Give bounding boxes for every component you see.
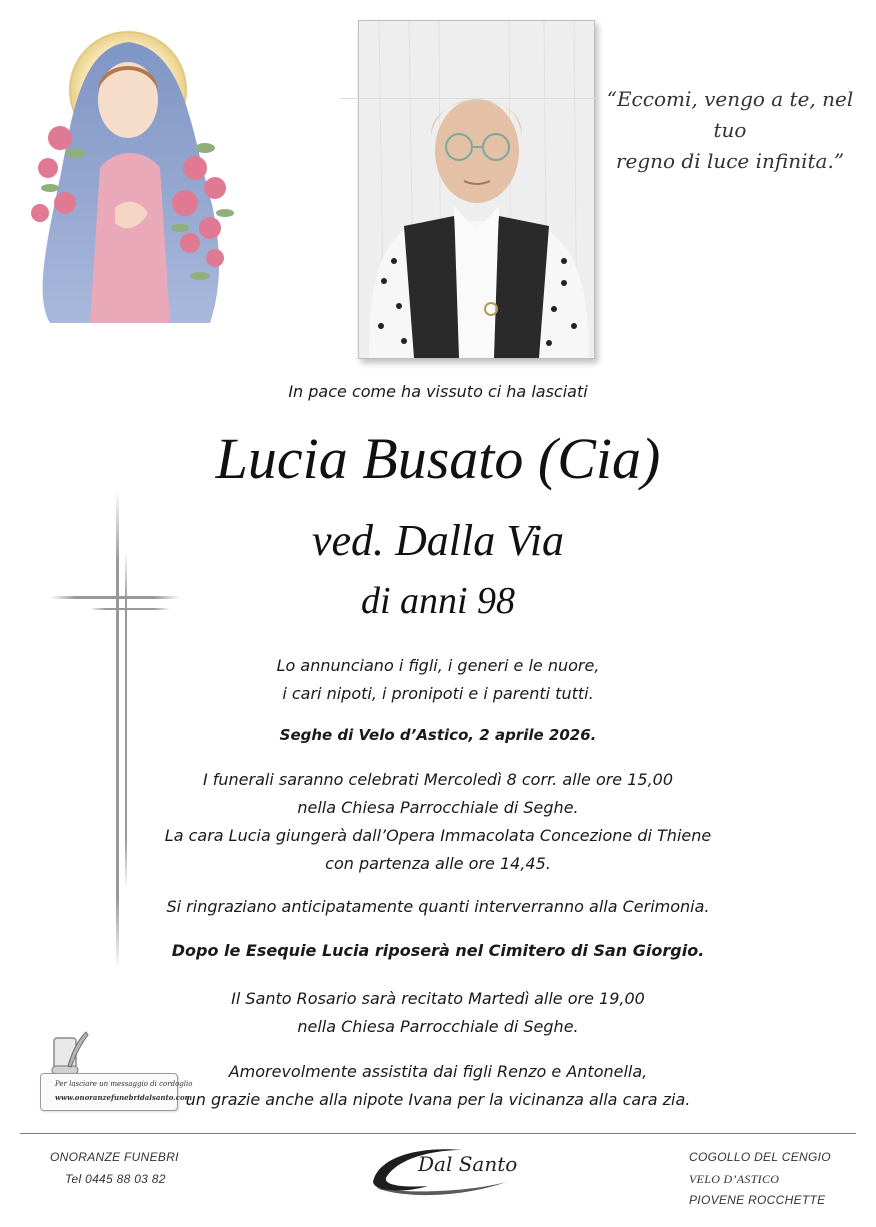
footer-phone: Tel 0445 88 03 82 bbox=[65, 1172, 166, 1186]
text-line: La cara Lucia giungerà dall’Opera Immacolata Concezione di Thiene bbox=[164, 826, 712, 845]
badge-url[interactable]: www.onoranzefunebridalsanto.com bbox=[55, 1093, 193, 1102]
portrait-photo bbox=[358, 20, 595, 359]
funeral-paragraph bbox=[0, 766, 876, 878]
condolence-link-badge[interactable] bbox=[40, 1073, 193, 1111]
footer-divider bbox=[20, 1133, 856, 1134]
quote-line: “Eccomi, vengo a te, nel tuo bbox=[606, 87, 854, 142]
footer-company-title: ONORANZE FUNEBRI bbox=[50, 1150, 179, 1164]
married-name: ved. Dalla Via bbox=[311, 516, 565, 565]
footer-town: VELO D’ASTICO bbox=[689, 1172, 780, 1186]
rosary-paragraph bbox=[0, 985, 876, 1041]
text-line: nella Chiesa Parrocchiale di Seghe. bbox=[297, 798, 579, 817]
madonna-illustration bbox=[20, 28, 245, 328]
text-line: Il Santo Rosario sarà recitato Martedì alle ore 19,00 bbox=[231, 989, 645, 1008]
age-line: di anni 98 bbox=[360, 580, 516, 622]
burial-line: Dopo le Esequie Lucia riposerà nel Cimitero di San Giorgio. bbox=[171, 941, 705, 960]
text-line: con partenza alle ore 14,45. bbox=[325, 854, 551, 873]
deceased-name: Lucia Busato (Cia) bbox=[215, 426, 661, 491]
text-line: Lo annunciano i figli, i generi e le nuore, bbox=[276, 656, 600, 675]
intro-line: In pace come ha vissuto ci ha lasciati bbox=[288, 382, 588, 401]
text-line: Amorevolmente assistita dai figli Renzo e Antonella, bbox=[228, 1062, 648, 1081]
quote-rule bbox=[340, 98, 600, 99]
text-line: nella Chiesa Parrocchiale di Seghe. bbox=[297, 1017, 579, 1036]
thanks-line: Si ringraziano anticipatamente quanti interverranno alla Cerimonia. bbox=[166, 897, 710, 916]
family-paragraph bbox=[0, 652, 876, 708]
footer-town: COGOLLO DEL CENGIO bbox=[689, 1150, 831, 1164]
footer-town: PIOVENE ROCCHETTE bbox=[689, 1193, 826, 1207]
logo-text: Dal Santo bbox=[418, 1152, 518, 1176]
text-line: i cari nipoti, i pronipoti e i parenti tutti. bbox=[282, 684, 594, 703]
text-line: I funerali saranno celebrati Mercoledì 8 corr. alle ore 15,00 bbox=[202, 770, 674, 789]
quote-line: regno di luce infinita.” bbox=[615, 149, 845, 173]
place-date: Seghe di Velo d’Astico, 2 aprile 2026. bbox=[279, 726, 597, 744]
quote bbox=[600, 84, 860, 177]
text-line: un grazie anche alla nipote Ivana per la vicinanza alla cara zia. bbox=[185, 1090, 691, 1109]
badge-caption: Per lasciare un messaggio di cordoglio bbox=[55, 1080, 193, 1088]
